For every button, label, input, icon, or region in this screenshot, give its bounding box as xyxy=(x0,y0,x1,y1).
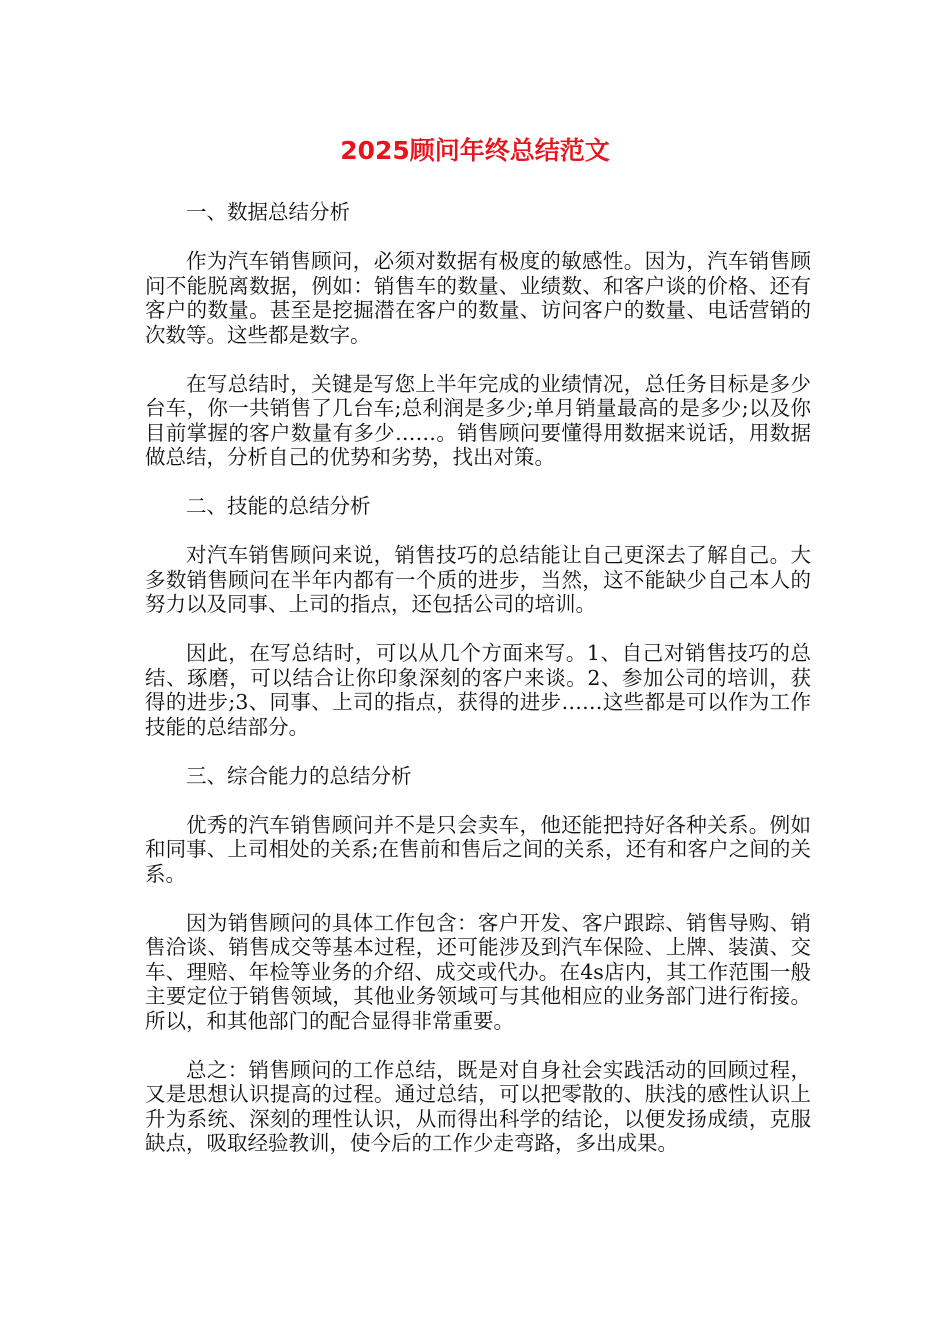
paragraph: 因此，在写总结时，可以从几个方面来写。1、自己对销售技巧的总结、琢磨，可以结合让你印象深刻的客户来谈。2、参加公司的培训，获得的进步;3、同事、上司的指点，获得的进步……这些都是可以作为工作技能的总结部分。 xyxy=(145,641,811,739)
document-title: 2025顾问年终总结范文 xyxy=(340,136,610,165)
paragraph: 因为销售顾问的具体工作包含：客户开发、客户跟踪、销售导购、销售洽谈、销售成交等基本过程，还可能涉及到汽车保险、上牌、装潢、交车、理赔、年检等业务的介绍、成交或代办。在4s店内，其工作范围一般主要定位于销售领域，其他业务领域可与其他相应的业务部门进行衔接。所以，和其他部门的配合显得非常重要。 xyxy=(145,910,811,1033)
section-heading-ability: 三、综合能力的总结分析 xyxy=(186,763,412,788)
paragraph: 对汽车销售顾问来说，销售技巧的总结能让自己更深去了解自己。大多数销售顾问在半年内都有一个质的进步，当然，这不能缺少自己本人的努力以及同事、上司的指点，还包括公司的培训。 xyxy=(145,543,811,616)
section-heading-skills: 二、技能的总结分析 xyxy=(186,494,371,518)
paragraph: 作为汽车销售顾问，必须对数据有极度的敏感性。因为，汽车销售顾问不能脱离数据，例如：销售车的数量、业绩数、和客户谈的价格、还有客户的数量。甚至是挖掘潜在客户的数量、访问客户的数量、电话营销的次数等。这些都是数字。 xyxy=(145,249,811,347)
document-body xyxy=(145,200,811,1180)
paragraph: 在写总结时，关键是写您上半年完成的业绩情况，总任务目标是多少台车，你一共销售了几台车;总利润是多少;单月销量最高的是多少;以及你目前掌握的客户数量有多少……。销售顾问要懂得用数据来说话，用数据做总结，分析自己的优势和劣势，找出对策。 xyxy=(145,371,811,469)
paragraph: 优秀的汽车销售顾问并不是只会卖车，他还能把持好各种关系。例如和同事、上司相处的关系;在售前和售后之间的关系，还有和客户之间的关系。 xyxy=(145,812,811,886)
paragraph: 总之：销售顾问的工作总结，既是对自身社会实践活动的回顾过程，又是思想认识提高的过程。通过总结，可以把零散的、肤浅的感性认识上升为系统、深刻的理性认识，从而得出科学的结论，以便发扬成绩，克服缺点，吸取经验教训，使今后的工作少走弯路，多出成果。 xyxy=(145,1057,811,1155)
section-heading-data: 一、数据总结分析 xyxy=(186,200,350,224)
